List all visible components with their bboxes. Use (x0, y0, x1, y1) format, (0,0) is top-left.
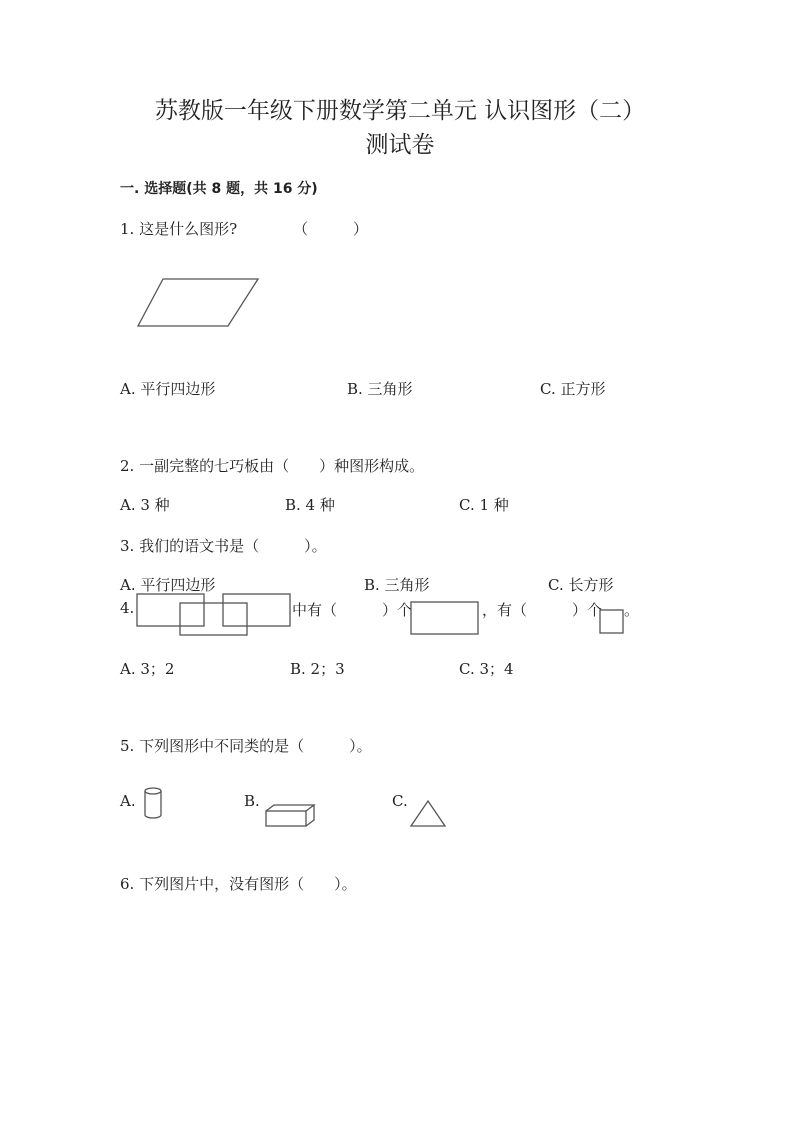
question-2-option-c[interactable]: C. 1 种 (459, 496, 509, 514)
question-4-part2: ，有（ ）个 (482, 601, 603, 619)
question-4-number: 4. (120, 599, 135, 617)
question-5-option-b[interactable]: B. (244, 792, 260, 810)
question-2-stem: 2. 一副完整的七巧板由（ ）种图形构成。 (120, 457, 425, 475)
question-2-option-b[interactable]: B. 4 种 (285, 496, 335, 514)
question-6-stem: 6. 下列图片中，没有图形（ ）。 (120, 875, 357, 893)
page-title-line2: 测试卷 (365, 132, 435, 158)
page-title: 苏教版一年级下册数学第二单元 认识图形（二） (154, 98, 646, 124)
cylinder-figure (143, 786, 165, 822)
question-1-option-b[interactable]: B. 三角形 (347, 380, 413, 398)
rectangle-figure (410, 601, 482, 637)
triangle-figure (409, 799, 449, 829)
question-5-stem: 5. 下列图形中不同类的是（ ）。 (120, 737, 372, 755)
question-4-part1: 中有（ ）个 (292, 601, 413, 619)
section-heading: 一. 选择题(共 8 题，共 16 分) (120, 181, 318, 197)
parallelogram-figure (130, 272, 270, 332)
question-3-stem: 3. 我们的语文书是（ ）。 (120, 537, 327, 555)
question-4-option-c[interactable]: C. 3；4 (459, 660, 514, 678)
question-4-option-a[interactable]: A. 3；2 (120, 660, 175, 678)
question-5-option-c[interactable]: C. (392, 792, 408, 810)
question-4-end: 。 (624, 601, 640, 619)
question-5-option-a[interactable]: A. (120, 792, 136, 810)
question-2-option-a[interactable]: A. 3 种 (120, 496, 170, 514)
question-3-option-a[interactable]: A. 平行四边形 (120, 576, 216, 594)
question-1-option-a[interactable]: A. 平行四边形 (120, 380, 216, 398)
overlapping-rectangles-figure (136, 592, 294, 638)
question-3-option-c[interactable]: C. 长方形 (548, 576, 614, 594)
question-1-blank: （ ） (293, 220, 369, 238)
question-3-option-b[interactable]: B. 三角形 (364, 576, 430, 594)
question-4-option-b[interactable]: B. 2；3 (290, 660, 345, 678)
square-figure (599, 609, 627, 637)
question-1-option-c[interactable]: C. 正方形 (540, 380, 606, 398)
question-1-stem: 1. 这是什么图形? (120, 220, 238, 238)
cuboid-figure (264, 803, 316, 829)
